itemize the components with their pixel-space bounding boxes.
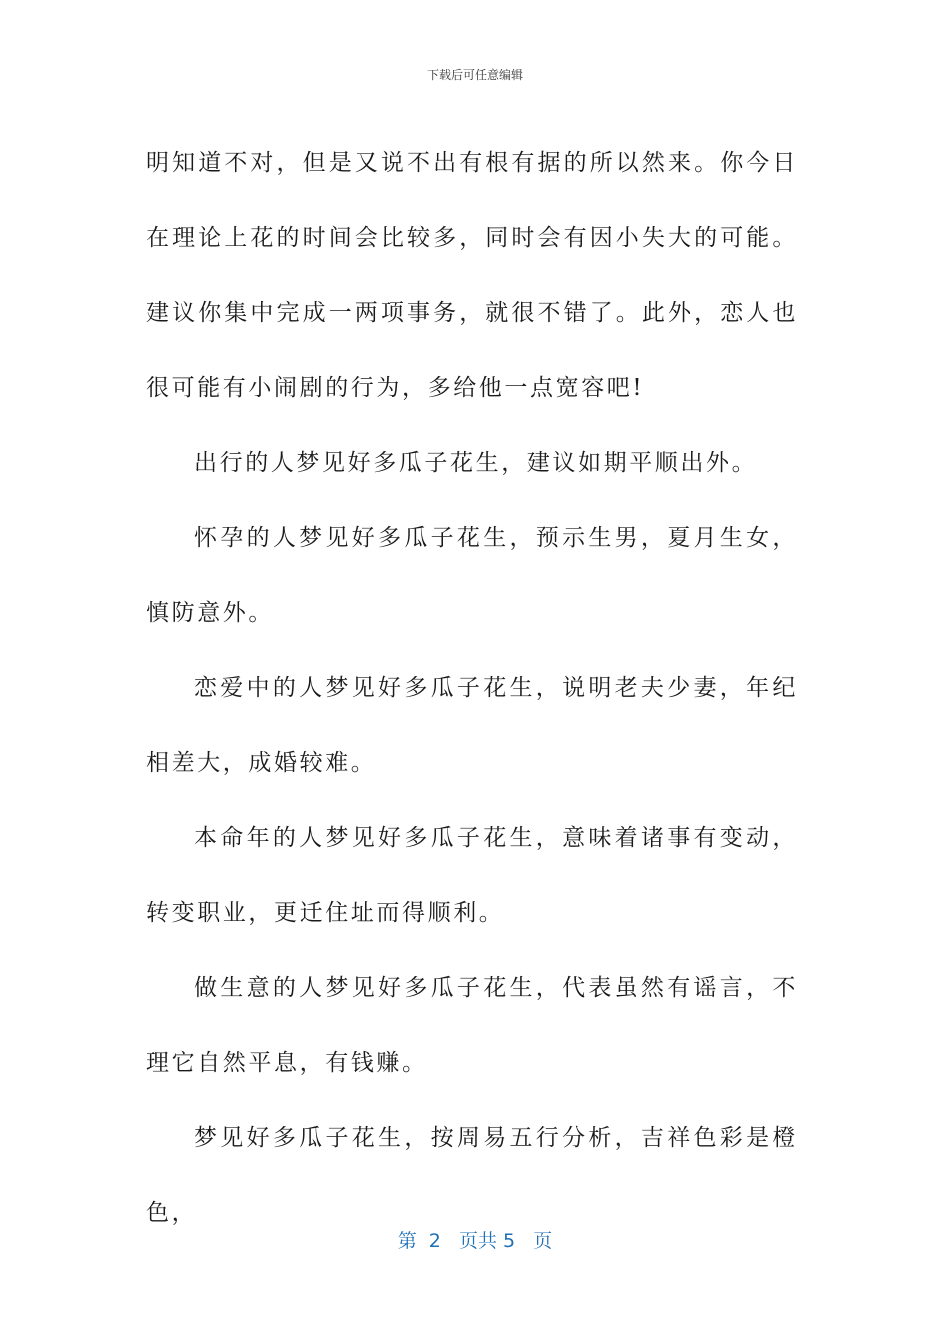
document-body: [146, 126, 798, 1251]
paragraph-business: 做生意的人梦见好多瓜子花生，代表虽然有谣言，不理它自然平息，有钱赚。: [146, 975, 798, 1076]
paragraph-five-elements: 梦见好多瓜子花生，按周易五行分析，吉祥色彩是橙色，: [146, 1125, 798, 1226]
paragraph-love: 恋爱中的人梦见好多瓜子花生，说明老夫少妻，年纪相差大，成婚较难。: [146, 675, 798, 776]
page-header: 下载后可任意编辑: [426, 68, 523, 82]
page-number-footer: 第 2 页共 5 页: [397, 1230, 553, 1252]
paragraph-travel: 出行的人梦见好多瓜子花生，建议如期平顺出外。: [194, 450, 758, 476]
paragraph-continuation: 明知道不对，但是又说不出有根有据的所以然来。你今日在理论上花的时间会比较多，同时会有因小失大的可能。建议你集中完成一两项事务，就很不错了。此外，恋人也很可能有小闹剧的行为，多给他一点宽容吧!: [146, 150, 798, 401]
paragraph-pregnancy: 怀孕的人梦见好多瓜子花生，预示生男，夏月生女，慎防意外。: [146, 525, 798, 626]
paragraph-zodiac-year: 本命年的人梦见好多瓜子花生，意味着诸事有变动，转变职业，更迁住址而得顺利。: [146, 825, 798, 926]
